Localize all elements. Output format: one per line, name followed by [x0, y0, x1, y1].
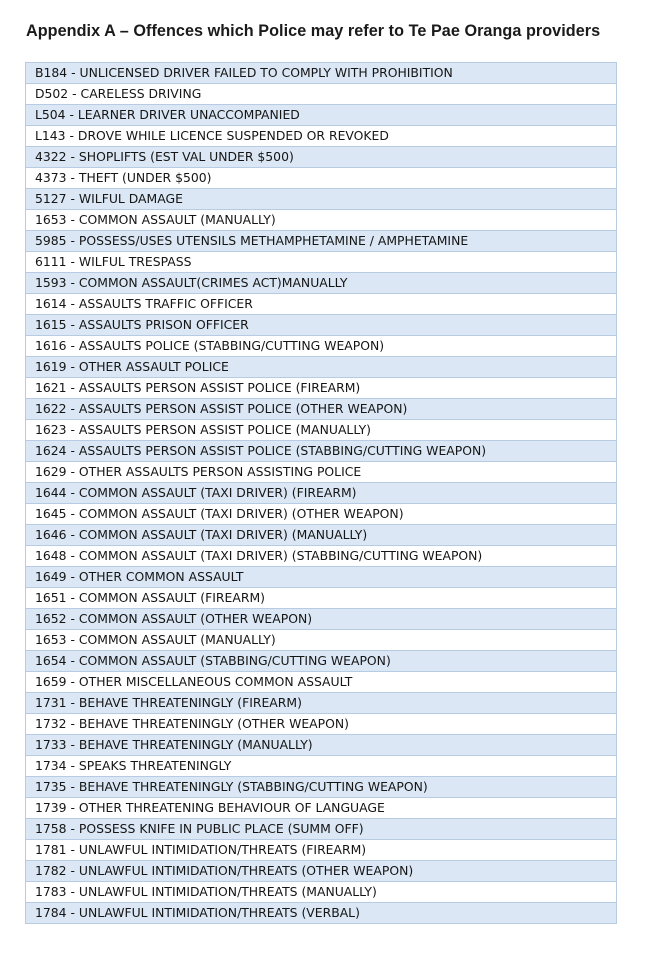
offence-cell: 1624 - ASSAULTS PERSON ASSIST POLICE (STABBING/CUTTING WEAPON): [26, 441, 617, 462]
offence-cell: 1735 - BEHAVE THREATENINGLY (STABBING/CUTTING WEAPON): [26, 777, 617, 798]
table-row: [26, 336, 617, 357]
offence-cell: B184 - UNLICENSED DRIVER FAILED TO COMPLY WITH PROHIBITION: [26, 63, 617, 84]
offence-cell: 1648 - COMMON ASSAULT (TAXI DRIVER) (STABBING/CUTTING WEAPON): [26, 546, 617, 567]
table-row: [26, 861, 617, 882]
offence-cell: 1646 - COMMON ASSAULT (TAXI DRIVER) (MANUALLY): [26, 525, 617, 546]
table-row: [26, 819, 617, 840]
offence-cell: 5127 - WILFUL DAMAGE: [26, 189, 617, 210]
table-row: [26, 231, 617, 252]
table-row: [26, 672, 617, 693]
table-row: [26, 315, 617, 336]
offence-cell: 1629 - OTHER ASSAULTS PERSON ASSISTING POLICE: [26, 462, 617, 483]
offence-cell: 1659 - OTHER MISCELLANEOUS COMMON ASSAULT: [26, 672, 617, 693]
table-row: [26, 210, 617, 231]
table-row: [26, 462, 617, 483]
offence-cell: 1614 - ASSAULTS TRAFFIC OFFICER: [26, 294, 617, 315]
offence-cell: 1645 - COMMON ASSAULT (TAXI DRIVER) (OTHER WEAPON): [26, 504, 617, 525]
offence-cell: 1653 - COMMON ASSAULT (MANUALLY): [26, 630, 617, 651]
offence-cell: 1619 - OTHER ASSAULT POLICE: [26, 357, 617, 378]
offence-cell: 1615 - ASSAULTS PRISON OFFICER: [26, 315, 617, 336]
table-row: [26, 798, 617, 819]
offence-cell: 5985 - POSSESS/USES UTENSILS METHAMPHETAMINE / AMPHETAMINE: [26, 231, 617, 252]
table-row: [26, 105, 617, 126]
table-row: [26, 441, 617, 462]
table-row: [26, 147, 617, 168]
table-row: [26, 252, 617, 273]
offence-cell: 1732 - BEHAVE THREATENINGLY (OTHER WEAPON): [26, 714, 617, 735]
table-row: [26, 693, 617, 714]
table-row: [26, 630, 617, 651]
table-row: [26, 378, 617, 399]
offence-table: [25, 62, 617, 924]
table-row: [26, 273, 617, 294]
table-row: [26, 588, 617, 609]
offence-cell: 6111 - WILFUL TRESPASS: [26, 252, 617, 273]
table-row: [26, 840, 617, 861]
table-row: [26, 126, 617, 147]
offence-cell: 1649 - OTHER COMMON ASSAULT: [26, 567, 617, 588]
table-row: [26, 777, 617, 798]
offence-cell: 1653 - COMMON ASSAULT (MANUALLY): [26, 210, 617, 231]
offence-cell: 1644 - COMMON ASSAULT (TAXI DRIVER) (FIREARM): [26, 483, 617, 504]
offence-cell: 1784 - UNLAWFUL INTIMIDATION/THREATS (VERBAL): [26, 903, 617, 924]
table-row: [26, 903, 617, 924]
offence-cell: 1622 - ASSAULTS PERSON ASSIST POLICE (OTHER WEAPON): [26, 399, 617, 420]
table-row: [26, 609, 617, 630]
table-row: [26, 84, 617, 105]
table-row: [26, 546, 617, 567]
table-row: [26, 399, 617, 420]
table-row: [26, 882, 617, 903]
offence-table-body: [26, 63, 617, 924]
offence-cell: L143 - DROVE WHILE LICENCE SUSPENDED OR REVOKED: [26, 126, 617, 147]
offence-cell: 1781 - UNLAWFUL INTIMIDATION/THREATS (FIREARM): [26, 840, 617, 861]
offence-cell: 1782 - UNLAWFUL INTIMIDATION/THREATS (OTHER WEAPON): [26, 861, 617, 882]
offence-cell: 4322 - SHOPLIFTS (EST VAL UNDER $500): [26, 147, 617, 168]
offence-cell: 1623 - ASSAULTS PERSON ASSIST POLICE (MANUALLY): [26, 420, 617, 441]
table-row: [26, 420, 617, 441]
offence-cell: L504 - LEARNER DRIVER UNACCOMPANIED: [26, 105, 617, 126]
offence-cell: 1654 - COMMON ASSAULT (STABBING/CUTTING WEAPON): [26, 651, 617, 672]
table-row: [26, 651, 617, 672]
offence-cell: D502 - CARELESS DRIVING: [26, 84, 617, 105]
table-row: [26, 357, 617, 378]
offence-cell: 1758 - POSSESS KNIFE IN PUBLIC PLACE (SUMM OFF): [26, 819, 617, 840]
offence-cell: 1652 - COMMON ASSAULT (OTHER WEAPON): [26, 609, 617, 630]
table-row: [26, 735, 617, 756]
page-title: Appendix A – Offences which Police may refer to Te Pae Oranga providers: [26, 22, 601, 40]
table-row: [26, 756, 617, 777]
table-row: [26, 63, 617, 84]
table-row: [26, 189, 617, 210]
offence-cell: 1734 - SPEAKS THREATENINGLY: [26, 756, 617, 777]
offence-cell: 1621 - ASSAULTS PERSON ASSIST POLICE (FIREARM): [26, 378, 617, 399]
table-row: [26, 714, 617, 735]
offence-cell: 1739 - OTHER THREATENING BEHAVIOUR OF LANGUAGE: [26, 798, 617, 819]
table-row: [26, 504, 617, 525]
table-row: [26, 483, 617, 504]
offence-cell: 1651 - COMMON ASSAULT (FIREARM): [26, 588, 617, 609]
table-row: [26, 168, 617, 189]
offence-cell: 1593 - COMMON ASSAULT(CRIMES ACT)MANUALLY: [26, 273, 617, 294]
table-row: [26, 567, 617, 588]
offence-cell: 4373 - THEFT (UNDER $500): [26, 168, 617, 189]
offence-cell: 1731 - BEHAVE THREATENINGLY (FIREARM): [26, 693, 617, 714]
offence-cell: 1616 - ASSAULTS POLICE (STABBING/CUTTING WEAPON): [26, 336, 617, 357]
table-row: [26, 525, 617, 546]
offence-cell: 1783 - UNLAWFUL INTIMIDATION/THREATS (MANUALLY): [26, 882, 617, 903]
table-row: [26, 294, 617, 315]
offence-cell: 1733 - BEHAVE THREATENINGLY (MANUALLY): [26, 735, 617, 756]
